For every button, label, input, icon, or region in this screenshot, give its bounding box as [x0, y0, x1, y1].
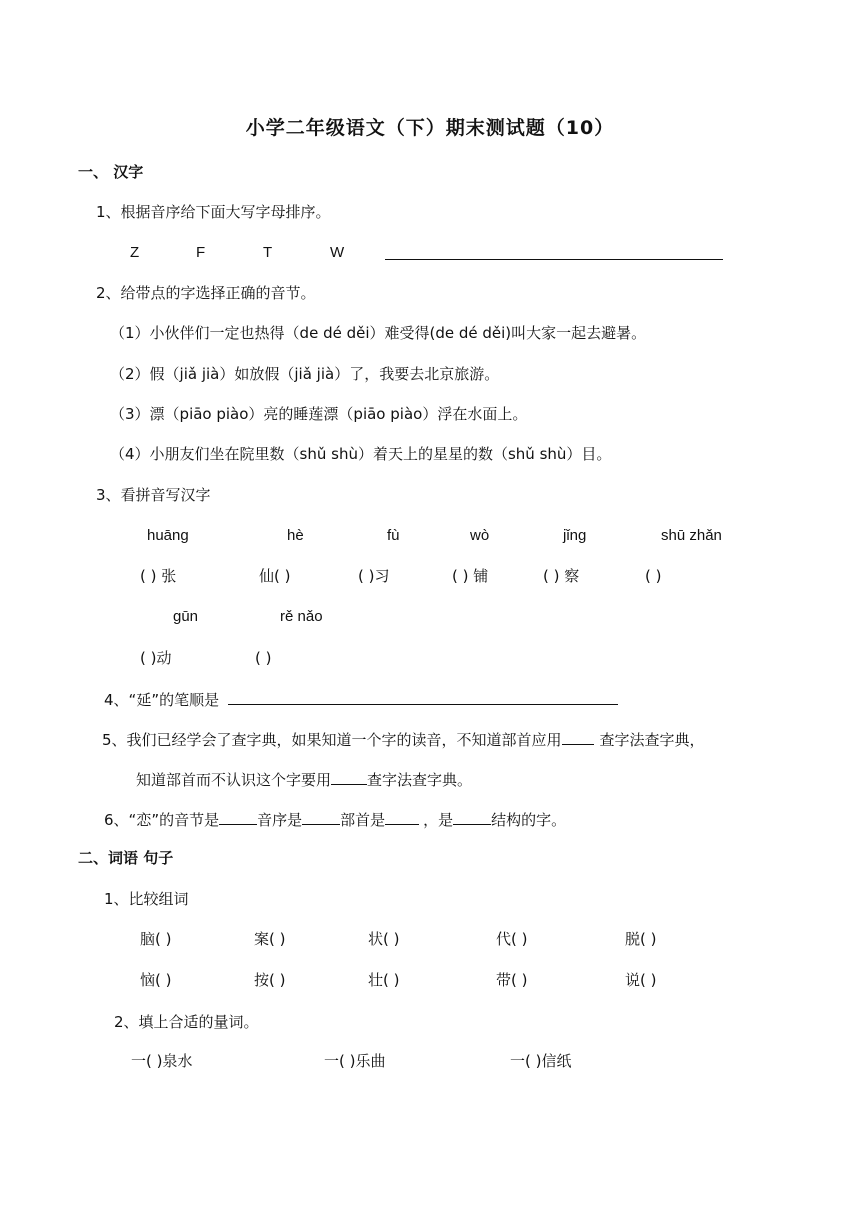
- q6-line: [104, 808, 566, 830]
- q3-blank-6[interactable]: ( ): [645, 567, 662, 585]
- pinyin-he: hè: [287, 527, 304, 544]
- q2-prompt: 2、给带点的字选择正确的音节。: [96, 284, 316, 302]
- q6-text-d: ，是: [423, 811, 454, 829]
- q4-prompt: 4、“延”的笔顺是: [104, 691, 220, 709]
- pinyin-renao: rě nǎo: [280, 608, 323, 625]
- compare-word-4[interactable]: 代( ): [496, 930, 528, 948]
- compare-word-6[interactable]: 恼( ): [140, 971, 172, 989]
- q1-prompt: 1、根据音序给下面大写字母排序。: [96, 203, 331, 221]
- pinyin-shuzhan: shū zhǎn: [661, 527, 722, 544]
- q6-text-e: 结构的字。: [491, 811, 567, 829]
- q5-text-2b: 查字法查字典。: [367, 771, 473, 789]
- section-1-heading: 一、 汉字: [78, 163, 144, 181]
- q6-text-a: 6、“恋”的音节是: [104, 811, 220, 829]
- compare-word-2[interactable]: 案( ): [254, 930, 286, 948]
- compare-word-5[interactable]: 脱( ): [625, 930, 657, 948]
- q3-blank-7[interactable]: ( )动: [140, 649, 172, 667]
- pinyin-wo: wò: [470, 527, 490, 544]
- compare-word-7[interactable]: 按( ): [254, 971, 286, 989]
- pinyin-fu: fù: [387, 527, 400, 544]
- q5-text-1a: 5、我们已经学会了查字典，如果知道一个字的读音，不知道部首应用: [102, 731, 562, 749]
- compare-word-10[interactable]: 说( ): [625, 971, 657, 989]
- q6-text-b: 音序是: [257, 811, 303, 829]
- q5-line-1: [102, 728, 705, 750]
- section-2-heading: 二、词语 句子: [78, 849, 174, 867]
- q3-blank-8[interactable]: ( ): [255, 649, 272, 667]
- compare-word-9[interactable]: 带( ): [496, 971, 528, 989]
- letter-w: W: [330, 244, 345, 261]
- measure-word-1[interactable]: 一( )泉水: [131, 1052, 193, 1070]
- s2-q2-prompt: 2、填上合适的量词。: [114, 1013, 259, 1031]
- page-title: 小学二年级语文（下）期末测试题（10）: [245, 117, 615, 139]
- q2-item-4: （4）小朋友们坐在院里数（shǔ shù）着天上的星星的数（shǔ shù）目。: [110, 445, 612, 463]
- q4-answer-line[interactable]: [228, 688, 618, 705]
- q3-blank-5[interactable]: ( ) 察: [543, 567, 580, 585]
- letter-t: T: [263, 244, 273, 261]
- q3-blank-1[interactable]: ( ) 张: [140, 567, 177, 585]
- q1-answer-line[interactable]: [385, 243, 723, 265]
- q2-item-2: （2）假（jiǎ jià）如放假（jiǎ jià）了，我要去北京旅游。: [110, 365, 500, 383]
- compare-word-1[interactable]: 脑( ): [140, 930, 172, 948]
- q2-item-1: （1）小伙伴们一定也热得（de dé děi）难受得(de dé děi)叫大家一起去避暑。: [110, 324, 647, 342]
- q3-blank-2[interactable]: 仙( ): [259, 567, 291, 585]
- q6-text-c: 部首是: [340, 811, 386, 829]
- compare-word-3[interactable]: 状( ): [368, 930, 400, 948]
- q3-blank-3[interactable]: ( )习: [358, 567, 390, 585]
- q2-item-3: （3）漂（piāo piào）亮的睡莲漂（piāo piào）浮在水面上。: [110, 405, 528, 423]
- q6-blank-1[interactable]: [219, 808, 257, 825]
- q3-blank-4[interactable]: ( ) 铺: [452, 567, 489, 585]
- pinyin-huang: huāng: [147, 527, 189, 544]
- q5-blank-2[interactable]: [331, 768, 367, 785]
- q6-blank-2[interactable]: [302, 808, 340, 825]
- measure-word-3[interactable]: 一( )信纸: [510, 1052, 572, 1070]
- q4-line: [104, 688, 618, 710]
- q5-blank-1[interactable]: [562, 728, 594, 745]
- q5-line-2: [136, 768, 472, 790]
- q5-text-1b: 查字法查字典，: [599, 731, 705, 749]
- q6-blank-4[interactable]: [453, 808, 491, 825]
- pinyin-gun: gūn: [173, 608, 199, 625]
- letter-z: Z: [130, 244, 140, 261]
- compare-word-8[interactable]: 壮( ): [368, 971, 400, 989]
- q5-text-2a: 知道部首而不认识这个字要用: [136, 771, 332, 789]
- q6-blank-3[interactable]: [385, 808, 419, 825]
- letter-f: F: [196, 244, 206, 261]
- s2-q1-prompt: 1、比较组词: [104, 890, 189, 908]
- measure-word-2[interactable]: 一( )乐曲: [324, 1052, 386, 1070]
- q3-prompt: 3、看拼音写汉字: [96, 486, 211, 504]
- pinyin-jing: jǐng: [563, 527, 587, 544]
